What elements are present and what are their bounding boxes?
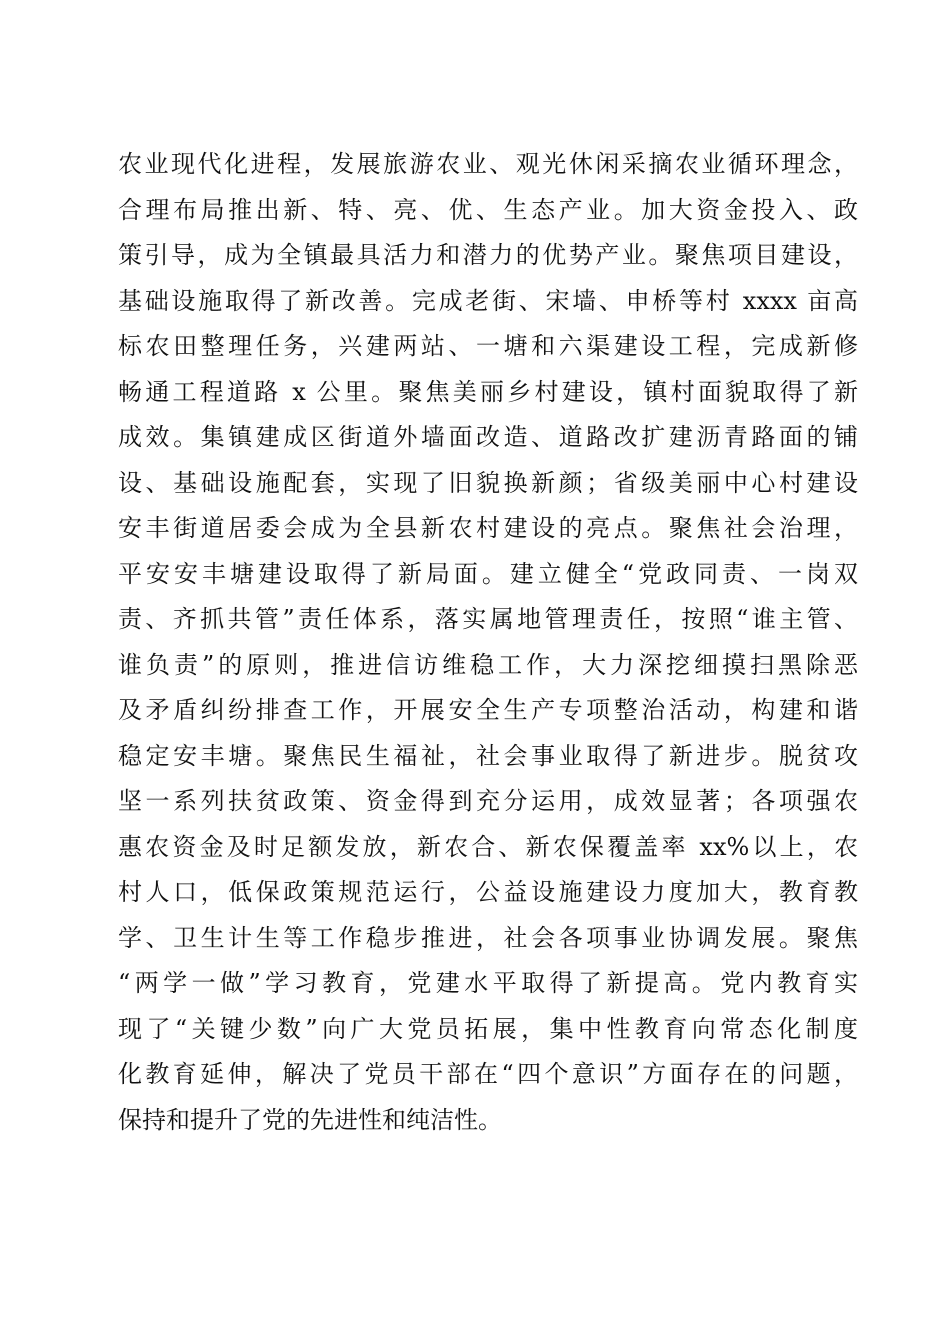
text-line: 保持和提升了党的先进性和纯洁性。 bbox=[118, 1105, 502, 1134]
text-line: 现了“关键少数”向广大党员拓展，集中性教育向常态化制度 bbox=[118, 1014, 858, 1043]
text-line: 化教育延伸，解决了党员干部在“四个意识”方面存在的问题， bbox=[118, 1060, 858, 1088]
text-line: 责、齐抓共管”责任体系，落实属地管理责任，按照“谁主管、 bbox=[118, 605, 858, 633]
text-line: 农业现代化进程，发展旅游农业、观光休闲采摘农业循环理念， bbox=[118, 150, 858, 178]
text-line: 村人口，低保政策规范运行，公益设施建设力度加大，教育教 bbox=[118, 878, 858, 906]
text-line: 谁负责”的原则，推进信访维稳工作，大力深挖细摸扫黑除恶 bbox=[118, 650, 858, 679]
body-paragraph bbox=[118, 142, 858, 1143]
text-line: 合理布局推出新、特、亮、优、生态产业。加大资金投入、政 bbox=[118, 195, 858, 224]
text-line: 学、卫生计生等工作稳步推进，社会各项事业协调发展。聚焦 bbox=[118, 923, 858, 952]
text-line: 成效。集镇建成区街道外墙面改造、道路改扩建沥青路面的铺 bbox=[118, 423, 858, 451]
text-line: 基础设施取得了新改善。完成老街、宋墙、申桥等村 xxxx 亩高 bbox=[118, 286, 858, 315]
text-line: 惠农资金及时足额发放，新农合、新农保覆盖率 xx%以上，农 bbox=[118, 832, 858, 861]
text-line: 安丰街道居委会成为全县新农村建设的亮点。聚焦社会治理， bbox=[118, 514, 858, 542]
text-line: 坚一系列扶贫政策、资金得到充分运用，成效显著；各项强农 bbox=[118, 787, 858, 815]
text-line: 稳定安丰塘。聚焦民生福祉，社会事业取得了新进步。脱贫攻 bbox=[118, 741, 858, 770]
text-line: 及矛盾纠纷排查工作，开展安全生产专项整治活动，构建和谐 bbox=[118, 696, 858, 724]
text-line: 平安安丰塘建设取得了新局面。建立健全“党政同责、一岗双 bbox=[118, 559, 858, 588]
text-line: 设、基础设施配套，实现了旧貌换新颜；省级美丽中心村建设 bbox=[118, 468, 858, 497]
text-line: 标农田整理任务，兴建两站、一塘和六渠建设工程，完成新修 bbox=[118, 332, 858, 360]
text-line: “两学一做”学习教育，党建水平取得了新提高。党内教育实 bbox=[118, 969, 858, 997]
text-line: 策引导，成为全镇最具活力和潜力的优势产业。聚焦项目建设， bbox=[118, 241, 858, 269]
text-line: 畅通工程道路 x 公里。聚焦美丽乡村建设，镇村面貌取得了新 bbox=[118, 377, 858, 406]
